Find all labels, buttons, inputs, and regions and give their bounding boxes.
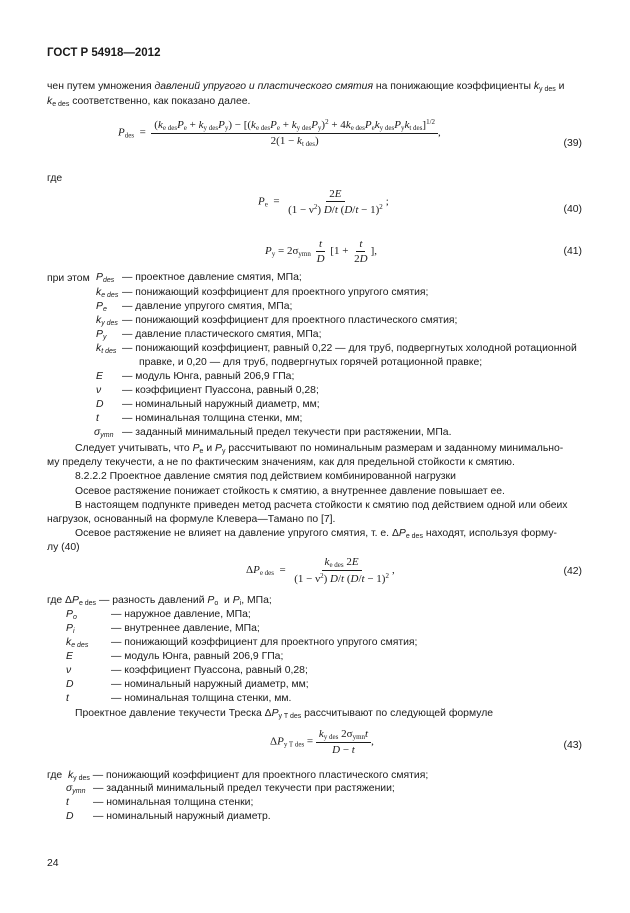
def2-t: — номинальная толщина стенки, мм. — [111, 693, 292, 704]
def-e: — модуль Юнга, равный 206,9 ГПа; — [122, 371, 295, 382]
def-nu: — коэффициент Пуассона, равный 0,28; — [122, 385, 319, 396]
def-k-t-des: — понижающий коэффициент, равный 0,22 — для труб, подвергнутых холодной ротационной — [122, 343, 577, 354]
def3-d: — номинальный наружный диаметр. — [93, 811, 271, 822]
para-1-line-1: Следует учитывать, что $P_e$ и $P_y$ рассчитывают по номинальным размерам и заданному минимально- — [75, 443, 564, 455]
equation-40: $P_e$ = $\frac{2E}{(1 - \nu^2) D/t (D/t - 1)^2}$ ; — [258, 188, 389, 216]
para-2: Осевое растяжение понижает стойкость к смятию, а внутреннее давление повышает ее. — [75, 486, 505, 497]
para-1-line-2: му пределу текучести, а не по фактическим значениям, как для предельной стойкости к смятию. — [47, 457, 515, 468]
def-k-t-des-cont: правке, и 0,20 — для труб, подвергнутых горячей ротационной правке; — [139, 357, 483, 368]
def-sigma-ymn: — заданный минимальный предел текучести при растяжении, МПа. — [122, 427, 452, 438]
equation-39: $P_{des}$ = $(k_{e des}P_e + k_{y des}P_y) - [(k_{e des}P_e + k_{y des}P_y)^2 + 4k_{e des}P_ek_{y des}P_yk_{t des}]^{1/2}$ $2(1 - k_{t des})$ , — [118, 118, 441, 148]
def2-p-o: — наружное давление, МПа; — [111, 609, 251, 620]
section-heading: 8.2.2.2 Проектное давление смятия под действием комбинированной нагрузки — [75, 471, 456, 482]
def-t: — номинальная толщина стенки, мм; — [122, 413, 303, 424]
def2-d: — номинальный наружный диаметр, мм; — [111, 679, 309, 690]
para-3-line-2: нагрузок, основанный на формуле Клевера—Тамано по [7]. — [47, 514, 336, 525]
def2-p-i: — внутреннее давление, МПа; — [111, 623, 260, 634]
page-header: ГОСТ Р 54918—2012 — [47, 47, 161, 59]
para-4-line-2: лу (40) — [47, 542, 80, 553]
intro-line-1: чен путем умножения давлений упругого и пластического смятия на понижающие коэффициенты $k_{y des}$ и — [47, 81, 565, 93]
equation-39-number: (39) — [563, 138, 582, 149]
def3-sigma-ymn: — заданный минимальный предел текучести при растяжении; — [93, 783, 395, 794]
equation-43: $\Delta P_{y T des}$ = $\frac{k_{y des} 2\sigma_{ymn}t}{D - t}$ , — [270, 728, 374, 756]
def-k-e-des: — понижающий коэффициент для проектного упругого смятия; — [122, 287, 429, 298]
equation-41: $P_y = 2\sigma_{ymn}$ $\frac{t}{D}$ [1 + $\frac{t}{2D}$ ], — [265, 238, 378, 265]
equation-42-number: (42) — [563, 566, 582, 577]
def-p-des: — проектное давление смятия, МПа; — [122, 272, 302, 283]
def-p-y: — давление пластического смятия, МПа; — [122, 329, 322, 340]
where-intro: при этом — [47, 273, 90, 284]
equation-42: $\Delta P_{e des}$ = $\frac{k_{e des} 2E}{(1 - \nu^2) D/t (D/t - 1)^2}$ , — [246, 556, 395, 585]
para-5: Проектное давление текучести Треска $\Delta P_{y T des}$ рассчитывают по следующей формуле — [75, 708, 494, 720]
equation-40-number: (40) — [563, 204, 582, 215]
def2-k-e-des: — понижающий коэффициент для проектного упругого смятия; — [111, 637, 418, 648]
equation-43-number: (43) — [563, 740, 582, 751]
def3-t: — номинальная толщина стенки; — [93, 797, 254, 808]
equation-41-number: (41) — [563, 246, 582, 257]
def-d: — номинальный наружный диаметр, мм; — [122, 399, 320, 410]
def2-nu: — коэффициент Пуассона, равный 0,28; — [111, 665, 308, 676]
def-k-y-des: — понижающий коэффициент для проектного пластического смятия; — [122, 315, 458, 326]
def-p-e: — давление упругого смятия, МПа; — [122, 301, 293, 312]
page-number: 24 — [47, 858, 59, 869]
where-2-first: где $\Delta P_{e des}$ — разность давлений $P_o$ и $P_i$, МПа; — [47, 595, 272, 607]
where-label-1: где — [47, 173, 63, 184]
para-3-line-1: В настоящем подпункте приведен метод расчета стойкости к смятию под действием одной или обеих — [75, 500, 568, 511]
para-4-line-1: Осевое растяжение не влияет на давление упругого смятия, т. е. $\Delta P_{e des}$ находят, используя форму- — [75, 528, 557, 540]
where-3-first: где $k_{y des}$ — понижающий коэффициент для проектного пластического смятия; — [47, 770, 429, 782]
intro-line-2: $k_{e des}$ соответственно, как показано далее. — [47, 96, 251, 108]
def2-e: — модуль Юнга, равный 206,9 ГПа; — [111, 651, 284, 662]
